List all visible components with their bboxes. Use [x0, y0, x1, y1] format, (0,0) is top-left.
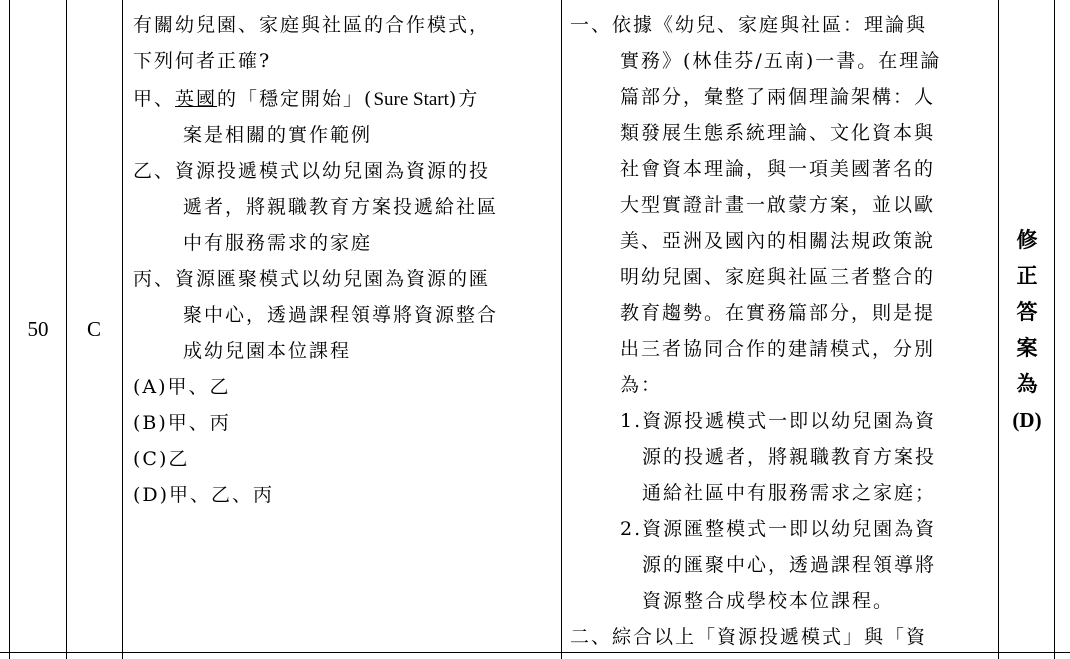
- explanation-line: 出三者協同合作的建請模式，分別: [620, 338, 936, 360]
- explanation-item-line: 源的投遞者，將親職教育方案投: [642, 446, 937, 468]
- choice-c: (C)乙: [133, 448, 190, 470]
- verdict-cell: [1002, 222, 1052, 438]
- option-continuation: 遞者，將親職教育方案投遞給社區: [183, 196, 499, 218]
- explanation-line: 實務》(林佳芬/五南)一書。在理論: [620, 50, 942, 72]
- option-continuation: 中有服務需求的家庭: [183, 232, 373, 254]
- verdict-char: 案: [1016, 335, 1038, 360]
- explanation-line: 社會資本理論，與一項美國著名的: [620, 158, 936, 180]
- explanation-line: 類發展生態系統理論、文化資本與: [620, 122, 936, 144]
- option-label: 丙、: [133, 268, 176, 290]
- table-border-right: [1054, 0, 1055, 659]
- explanation-line: 大型實證計畫一啟蒙方案，並以歐: [620, 194, 936, 216]
- explanation-line: 篇部分，彙整了兩個理論架構：人: [620, 86, 936, 108]
- option-text: 資源匯聚模式以幼兒園為資源的匯: [175, 268, 491, 290]
- option-text: 資源投遞模式以幼兒園為資源的投: [175, 160, 491, 182]
- question-stem-line: 有關幼兒園、家庭與社區的合作模式，: [133, 14, 491, 36]
- table-divider: [998, 0, 999, 659]
- explanation-item: 1.資源投遞模式一即以幼兒園為資: [620, 410, 937, 432]
- option-label: 乙、: [133, 160, 176, 182]
- explanation-line: 教育趨勢。在實務篇部分，則是提: [620, 302, 936, 324]
- choice-b: (B)甲、丙: [133, 412, 231, 434]
- explanation-line: 明幼兒園、家庭與社區三者整合的: [620, 266, 936, 288]
- option-continuation: 聚中心，透過課程領導將資源整合: [183, 304, 499, 326]
- option-continuation: 案是相關的實作範例: [183, 124, 373, 146]
- explanation-item-line: 通給社區中有服務需求之家庭；: [642, 482, 937, 504]
- question-number: 50: [27, 317, 49, 341]
- original-answer: C: [86, 317, 101, 341]
- verdict-char: 正: [1016, 263, 1038, 288]
- explanation-heading: 二、綜合以上「資源投遞模式」與「資: [570, 626, 928, 648]
- table-divider: [561, 0, 562, 659]
- option-latin-text: Sure Start: [373, 89, 449, 110]
- table-divider: [122, 0, 123, 659]
- underlined-text: 英國: [175, 88, 218, 110]
- explanation-item-line: 源的匯聚中心，透過課程領導將: [642, 554, 937, 576]
- verdict-answer: (D): [1012, 408, 1042, 432]
- option-label: 甲、: [133, 88, 176, 110]
- explanation-item: 2.資源匯整模式一即以幼兒園為資: [620, 518, 937, 540]
- option-text: 的「穩定開始」(: [217, 88, 374, 110]
- table-border-bottom: [0, 652, 1070, 653]
- choice-a: (A)甲、乙: [133, 376, 231, 398]
- explanation-line: 為：: [620, 374, 663, 396]
- option-jia: [133, 84, 479, 111]
- verdict-char: 為: [1016, 371, 1038, 396]
- question-stem-line: 下列何者正確?: [133, 50, 272, 72]
- explanation-line: 美、亞洲及國內的相關法規政策說: [620, 230, 936, 252]
- choice-d: (D)甲、乙、丙: [133, 484, 275, 506]
- option-bing: [133, 264, 490, 291]
- explanation-heading: 一、依據《幼兒、家庭與社區：理論與: [570, 14, 928, 36]
- verdict-char: 修: [1016, 227, 1038, 252]
- explanation-item-line: 資源整合成學校本位課程。: [642, 590, 895, 612]
- option-yi: [133, 156, 490, 183]
- verdict-char: 答: [1016, 299, 1038, 324]
- option-text: )方: [448, 88, 480, 110]
- option-continuation: 成幼兒園本位課程: [183, 340, 352, 362]
